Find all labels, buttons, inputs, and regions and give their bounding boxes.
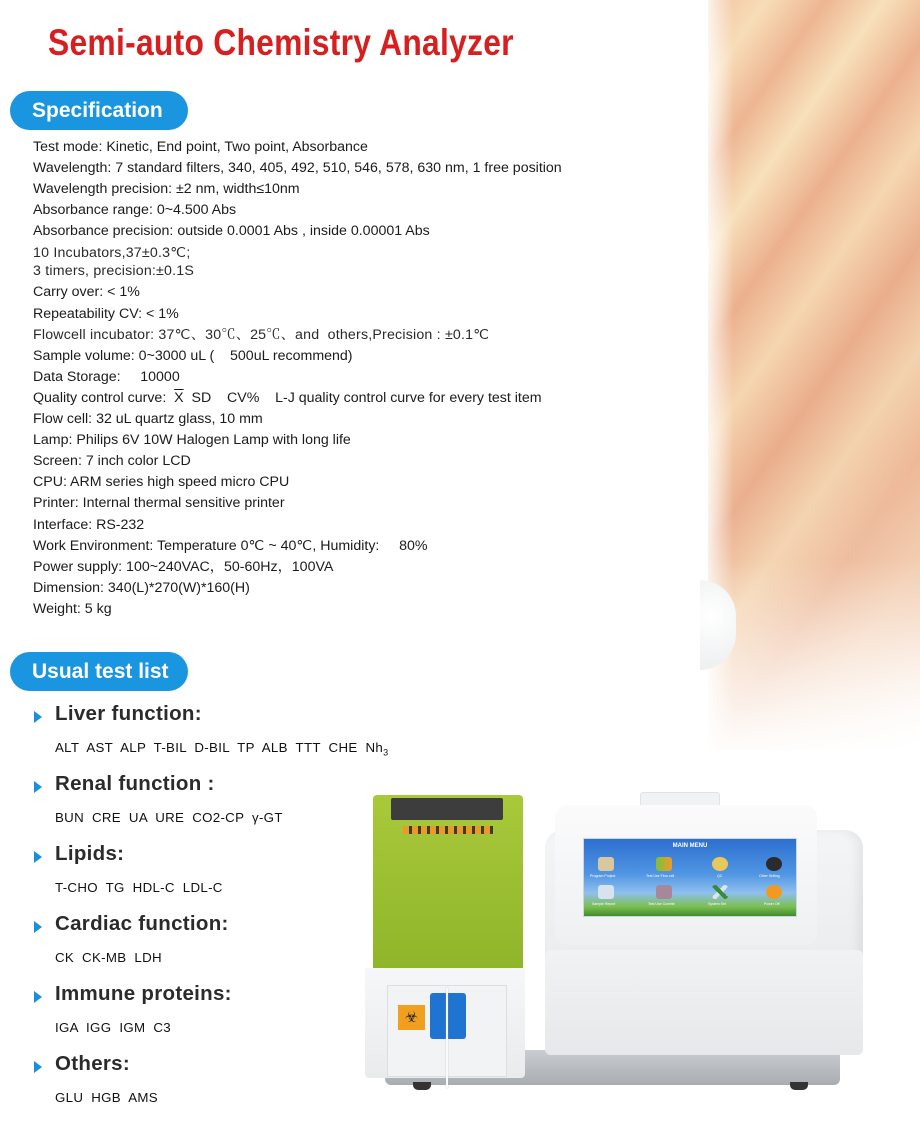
specification-heading: Specification [10,91,188,130]
user-icon [766,857,782,871]
spec-qc-xbar: $\overline{X}$ [174,389,184,406]
clipboard-icon [598,857,614,871]
screen-icon-label: Program Project [590,874,616,878]
spec-item: Repeatability CV: < 1% [33,305,179,322]
test-group-items: IGA IGG IGM C3 [55,1020,171,1035]
device-touchscreen [583,838,797,917]
spec-item: Wavelength precision: ±2 nm, width≤10nm [33,181,300,198]
tools-icon [712,885,728,899]
spec-item: Power supply: 100~240VAC，50-60Hz，100VA [33,558,334,575]
screen-icon-label: System Set [708,902,726,906]
test-group-title: Cardiac function: [55,912,229,935]
spec-item: Work Environment: Temperature 0℃ ~ 40℃, Humidity: 80% [33,537,428,554]
spec-qc-prefix: Quality control curve: [33,389,175,406]
screen-icon-label: QC [717,874,723,878]
device-front-panel [545,950,863,1055]
spec-item: Printer: Internal thermal sensitive printer [33,495,285,512]
spec-item-quality-control [33,388,562,409]
search-icon [598,885,614,899]
test-group-items: GLU HGB AMS [55,1090,158,1105]
bullet-triangle-icon [34,991,42,1003]
device-foot [413,1082,431,1090]
spec-item: 10 Incubators,37±0.3℃; [33,245,191,262]
spec-item: Interface: RS-232 [33,516,145,533]
spec-qc-suffix: SD CV% L-J quality control curve for every test item [183,389,542,406]
screen-title: MAIN MENU [672,843,708,849]
test-group-title: Immune proteins: [55,982,232,1005]
test-group-title: Lipids: [55,842,125,865]
bullet-triangle-icon [34,781,42,793]
screen-icon-label: Test Use Cuvette [648,902,675,906]
device-aspiration-button [430,993,466,1039]
beaker-icon [656,885,672,899]
screen-icon-label: Power Off [764,902,780,906]
test-group-items: BUN CRE UA URE CO2-CP γ-GT [55,810,283,825]
spec-item: Weight: 5 kg [33,600,112,617]
spec-item: Absorbance range: 0~4.500 Abs [33,202,237,219]
spec-item: Data Storage: 10000 [33,368,180,385]
power-icon [766,885,782,899]
test-group-items [55,740,388,758]
spec-item: Lamp: Philips 6V 10W Halogen Lamp with long life [33,432,351,449]
specification-list [33,137,562,620]
bullet-triangle-icon [34,851,42,863]
device-incubator-cover [373,795,523,970]
test-group-title: Others: [55,1052,131,1075]
bullet-triangle-icon [34,1061,42,1073]
spec-item: Carry over: < 1% [33,284,140,301]
device-status-leds [403,826,493,834]
spec-item: Dimension: 340(L)*270(W)*160(H) [33,579,250,596]
spec-item: Flowcell incubator: 37℃、30℃、25℃、and others,Precision : ±0.1℃ [33,326,490,343]
bullet-triangle-icon [34,921,42,933]
screen-icon-label: Sample Report [592,902,616,906]
device-foot [790,1082,808,1090]
device-sample-tube [446,988,448,1088]
usual-test-list-heading: Usual test list [10,652,188,691]
magnifier-chart-icon [712,857,728,871]
spec-item: 3 timers, precision:±0.1S [33,263,195,280]
decorative-background-fade [708,560,920,760]
spec-item: Screen: 7 inch color LCD [33,453,191,470]
test-items-text: ALT AST ALP T-BIL D-BIL TP ALB TTT CHE Nh [55,740,384,755]
page-title: Semi-auto Chemistry Analyzer [48,22,514,63]
spec-item: Sample volume: 0~3000 uL ( 500uL recommend) [33,347,353,364]
test-group-title: Liver function: [55,702,202,725]
biohazard-icon: ☣ [398,1005,425,1030]
device-incubator-wells [391,798,503,820]
spec-item: Wavelength: 7 standard filters, 340, 405, 492, 510, 546, 578, 630 nm, 1 free position [33,160,562,177]
subscript: 3 [383,747,389,758]
bullet-triangle-icon [34,711,42,723]
spec-item: CPU: ARM series high speed micro CPU [33,474,290,491]
screen-icon-label: Test Use Flow cell [646,874,675,878]
screen-icon-label: Other Setting [759,874,780,878]
spec-item: Absorbance precision: outside 0.0001 Abs , inside 0.00001 Abs [33,223,430,240]
test-group-items: T-CHO TG HDL-C LDL-C [55,880,223,895]
flask-icon [656,857,672,871]
analyzer-device-image [365,790,865,1095]
spec-item: Test mode: Kinetic, End point, Two point, Absorbance [33,139,368,155]
spec-item: Flow cell: 32 uL quartz glass, 10 mm [33,411,263,428]
test-group-title: Renal function : [55,772,215,795]
test-group-items: CK CK-MB LDH [55,950,162,965]
